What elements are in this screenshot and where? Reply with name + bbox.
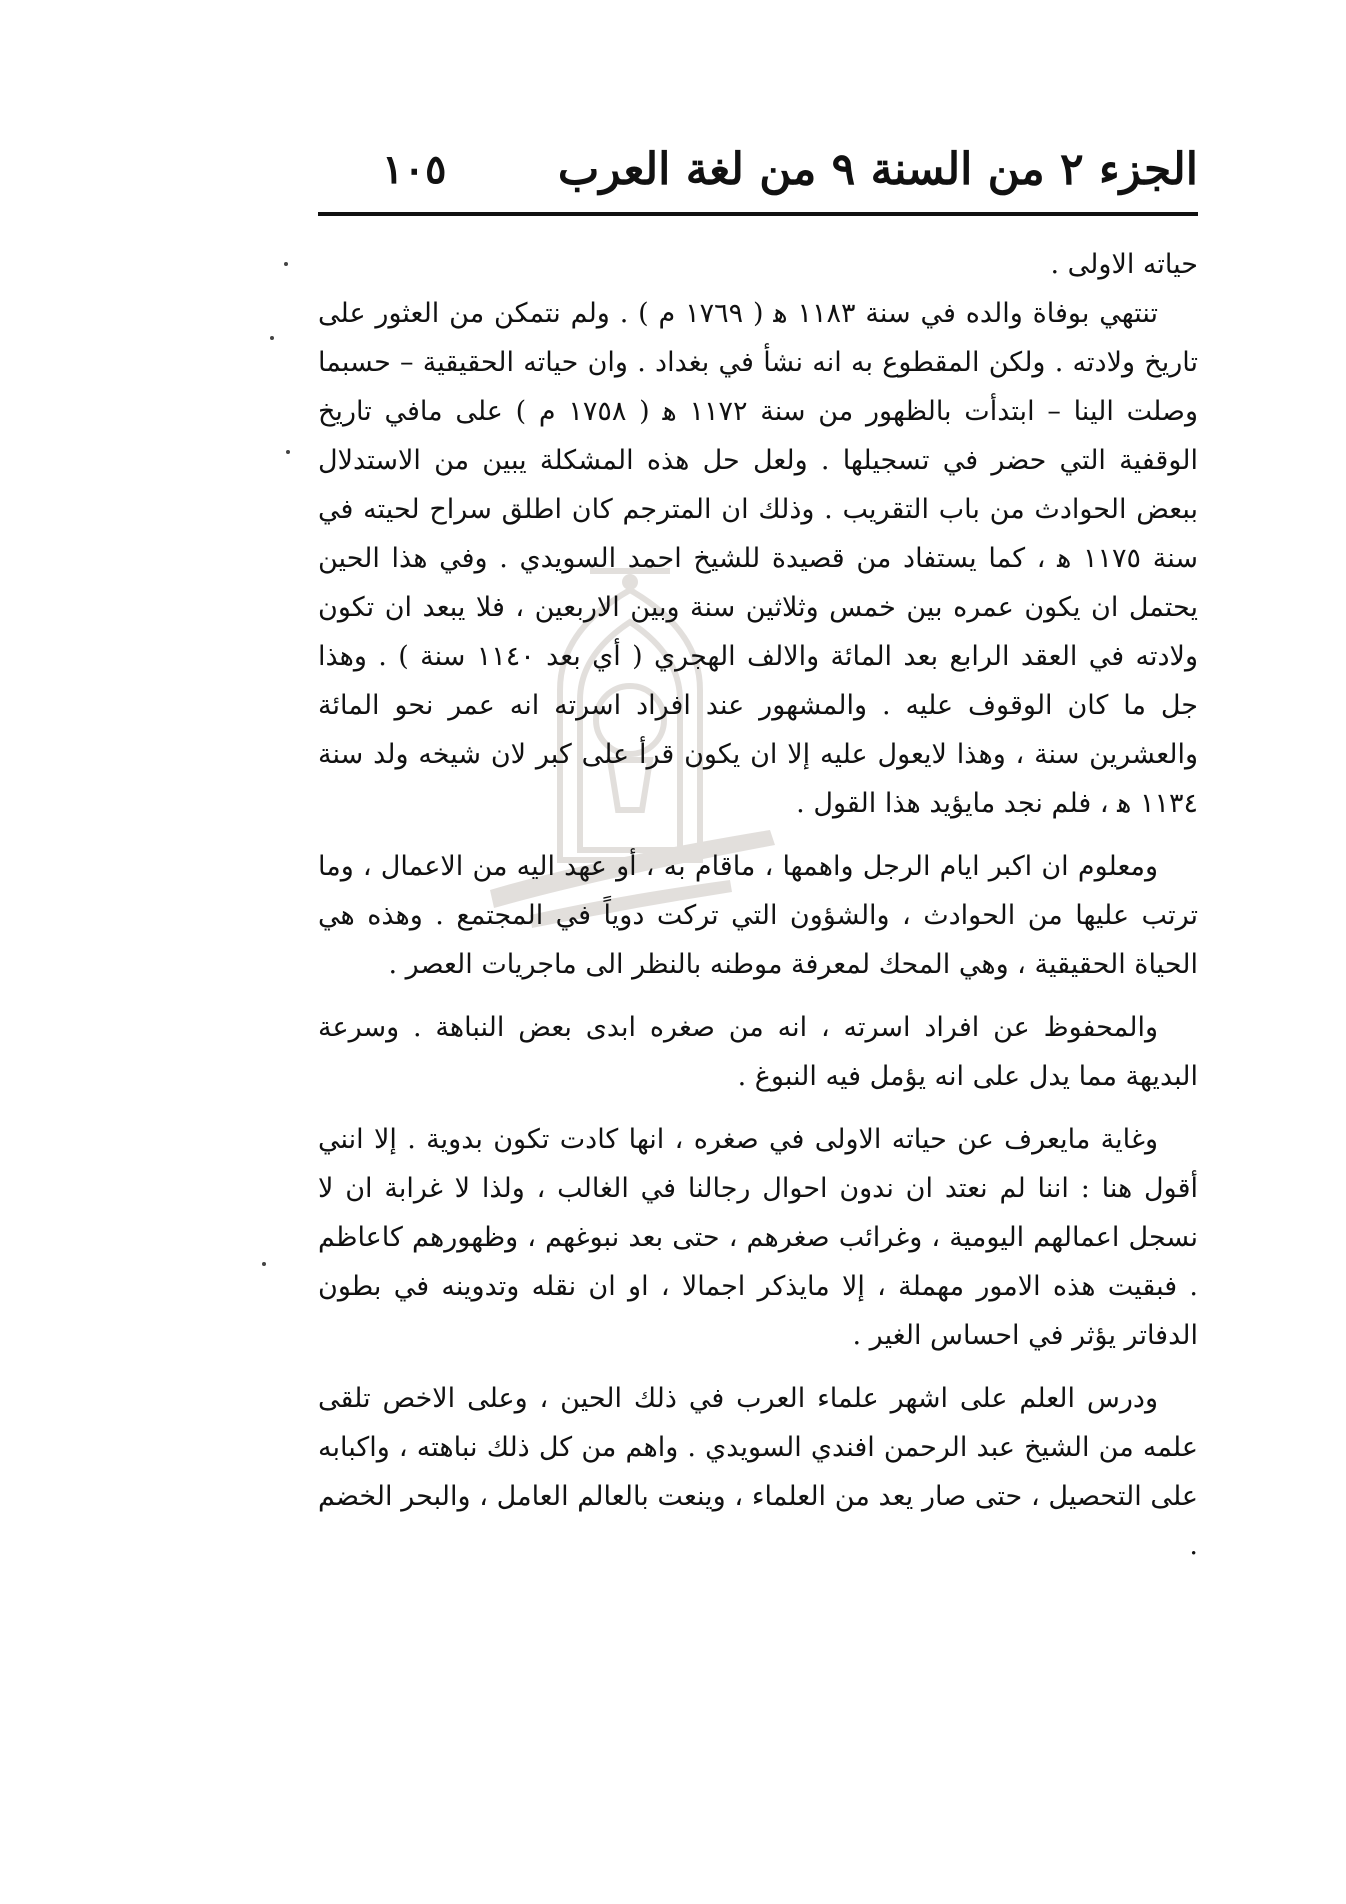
paragraph: ودرس العلم على اشهر علماء العرب في ذلك الحين ، وعلى الاخص تلقى علمه من الشيخ عبد الرحمن افندي السويدي . واهم من كل ذلك نباهته ، واكبابه على التحصيل ، حتى صار يعد من العلماء ، وينعت بالعالم العامل ، والبحر الخضم .	[318, 1383, 1198, 1561]
scan-speck	[284, 262, 288, 266]
header-rule	[318, 212, 1198, 216]
paragraph: تنتهي بوفاة والده في سنة ١١٨٣ ﻫ ( ١٧٦٩ م ) . ولم نتمكن من العثور على تاريخ ولادته . ولكن المقطوع به انه نشأ في بغداد . وان حياته الحقيقية – حسبما وصلت الينا – ابتدأت بالظهور من سنة ١١٧٢ ﻫ ( ١٧٥٨ م ) على مافي تاريخ الوقفية التي حضر في تسجيلها . ولعل حل هذه المشكلة يبين من الاستدلال ببعض الحوادث من باب التقريب . وذلك ان المترجم كان اطلق سراح لحيته في سنة ١١٧٥ ﻫ ، كما يستفاد من قصيدة للشيخ احمد السويدي . وفي هذا الحين يحتمل ان يكون عمره بين خمس وثلاثين سنة وبين الاربعين ، فلا يبعد ان تكون ولادته في العقد الرابع بعد المائة والالف الهجري ( أي بعد ١١٤٠ سنة ) . وهذا جل ما كان الوقوف عليه . والمشهور عند افراد اسرته انه عمر نحو المائة والعشرين سنة ، وهذا لايعول عليه إلا ان يكون قرأ على كبر لان شيخه ولد سنة ١١٣٤ ﻫ ، فلم نجد مايؤيد هذا القول .	[318, 298, 1198, 819]
scan-speck	[262, 1262, 266, 1266]
scan-speck	[270, 336, 274, 340]
paragraph: ومعلوم ان اكبر ايام الرجل واهمها ، ماقام به ، أو عهد اليه من الاعمال ، وما ترتب عليها من الحوادث ، والشؤون التي تركت دوياً في المجتمع . وهذه هي الحياة الحقيقية ، وهي المحك لمعرفة موطنه بالنظر الى ماجريات العصر .	[318, 851, 1198, 980]
paragraph: وغاية مايعرف عن حياته الاولى في صغره ، انها كادت تكون بدوية . إلا انني أقول هنا : اننا لم نعتد ان ندون احوال رجالنا في الغالب ، ولذا لا غرابة ان لا نسجل اعمالهم اليومية ، وغرائب صغرهم ، حتى بعد نبوغهم ، وظهورهم كاعاظم . فبقيت هذه الامور مهملة ، إلا مايذكر اجمالا ، او ان نقله وتدوينه في بطون الدفاتر يؤثر في احساس الغير .	[318, 1124, 1198, 1351]
page-header	[318, 138, 1198, 208]
paragraph-heading: حياته الاولى .	[1050, 249, 1198, 280]
article-body	[318, 240, 1198, 1570]
page-number: ١٠٥	[382, 146, 447, 193]
paragraph: والمحفوظ عن افراد اسرته ، انه من صغره ابدى بعض النباهة . وسرعة البديهة مما يدل على انه يؤمل فيه النبوغ .	[318, 1012, 1198, 1092]
running-head: الجزء ٢ من السنة ٩ من لغة العرب	[557, 144, 1198, 195]
scan-speck	[286, 450, 290, 454]
